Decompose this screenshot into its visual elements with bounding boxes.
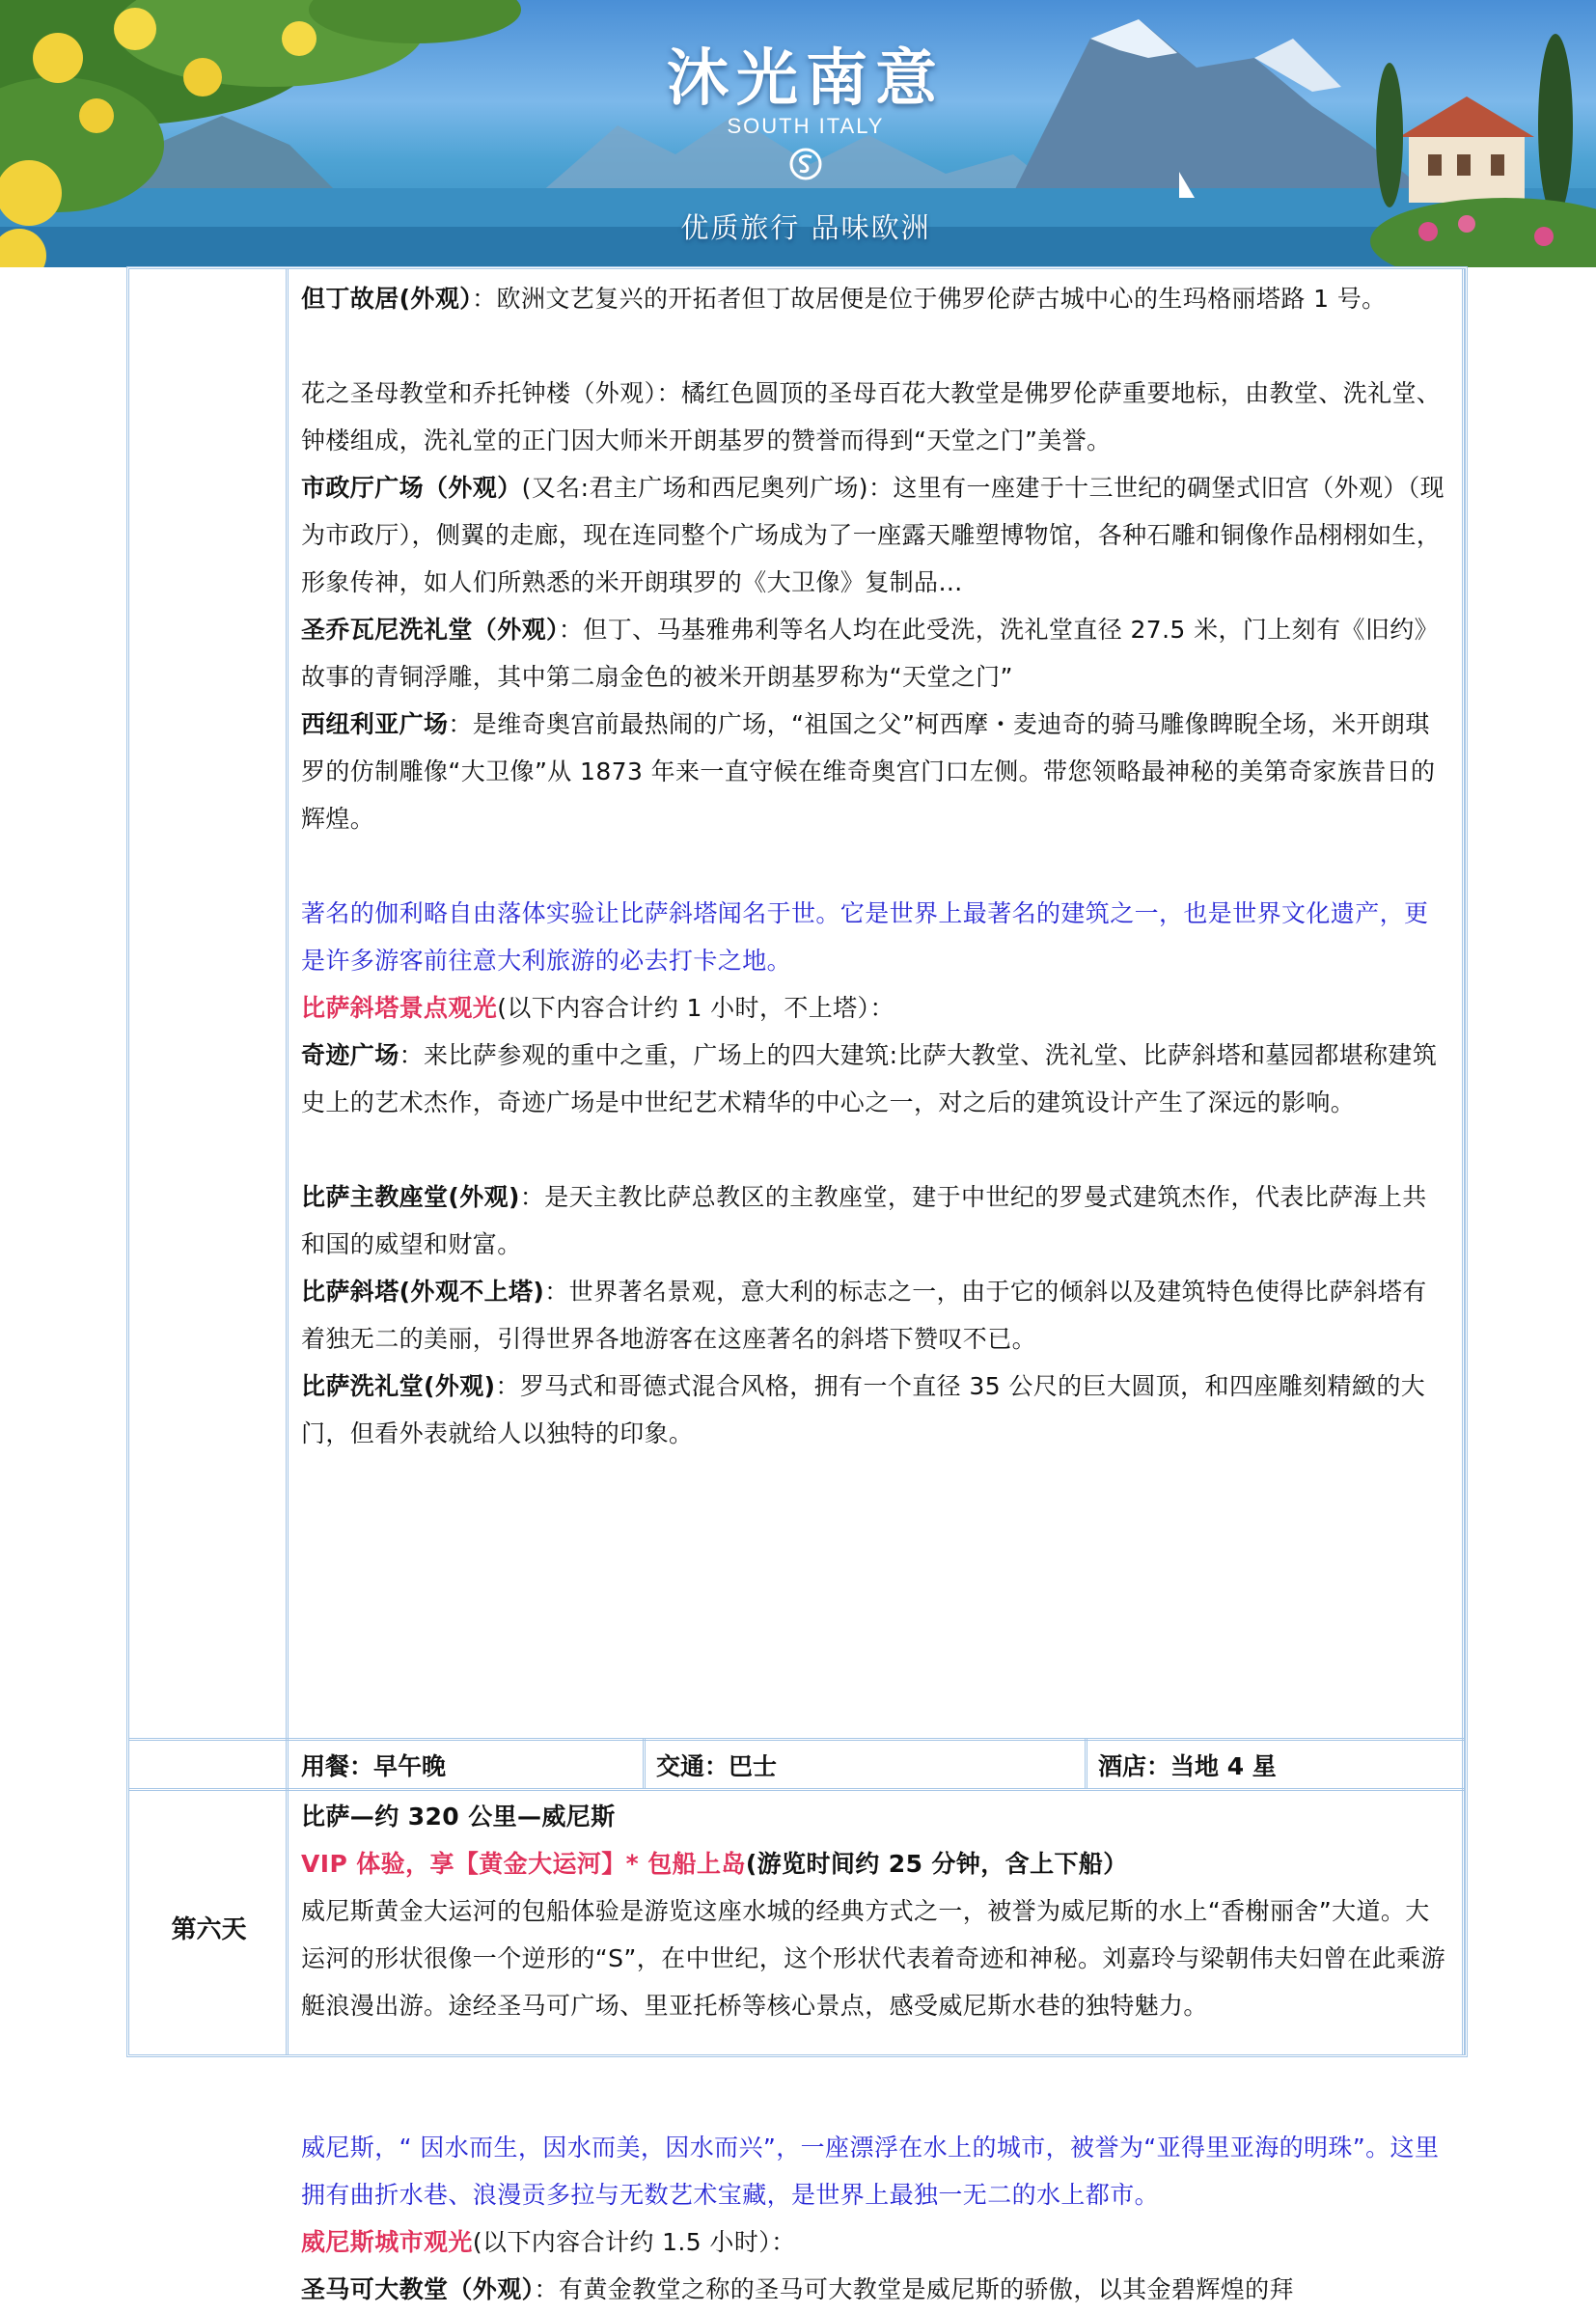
header-banner — [0, 0, 1596, 267]
paragraph-pisa-cathedral — [301, 1173, 1451, 1268]
paragraph-duomo — [301, 370, 1451, 464]
pisa-tour-title: 比萨斜塔景点观光 — [301, 994, 498, 1022]
paragraph-dante-house — [301, 275, 1451, 322]
day-six-route — [301, 1793, 1451, 1840]
paragraph-leaning-tower — [301, 1268, 1451, 1363]
san-marco-text: ：有黄金教堂之称的圣马可大教堂是威尼斯的骄傲，以其金碧辉煌的拜 — [534, 2275, 1294, 2303]
paragraph-pisa-intro — [301, 890, 1451, 984]
table-divider — [643, 1738, 646, 1788]
table-divider — [1462, 269, 1465, 2054]
baptistery-text: ：但丁、马基雅弗利等名人均在此受洗，洗礼堂直径 27.5 米，门上刻有《旧约》故事的青铜浮雕，其中第二扇金色的被米开朗基罗称为“天堂之门” — [301, 616, 1440, 691]
grand-canal-text: 威尼斯黄金大运河的包船体验是游览这座水城的经典方式之一，被誉为威尼斯的水上“香榭丽舍”大道。大运河的形状很像一个逆形的“S”，在中世纪，这个形状代表着奇迹和神秘。刘嘉玲与梁朝伟夫妇曾在此乘游艇浪漫出游。途经圣马可广场、里亚托桥等核心景点，感受威尼斯水巷的独特魅力。 — [301, 1897, 1445, 2020]
pisa-cathedral-title: 比萨主教座堂(外观) — [301, 1183, 520, 1211]
pisa-tour-note: (以下内容合计约 1 小时，不上塔）： — [497, 994, 894, 1022]
route-text: 比萨—约 320 公里—威尼斯 — [301, 1803, 616, 1831]
table-divider — [286, 269, 289, 2054]
meals-info: 用餐：早午晚 — [301, 1752, 447, 1780]
banner-subtitle: SOUTH ITALY — [727, 114, 885, 138]
miracoli-text: ：来比萨参观的重中之重，广场上的四大建筑:比萨大教堂、洗礼堂、比萨斜塔和墓园都堪称建筑史上的艺术杰作，奇迹广场是中世纪艺术精华的中心之一，对之后的建筑设计产生了深远的影响。 — [301, 1041, 1438, 1116]
vip-canal-note: (游览时间约 25 分钟，含上下船） — [745, 1850, 1128, 1878]
san-marco-title: 圣马可大教堂（外观） — [301, 2275, 535, 2303]
table-divider — [129, 1738, 1465, 1741]
duomo-text: 花之圣母教堂和乔托钟楼（外观）：橘红色圆顶的圣母百花大教堂是佛罗伦萨重要地标，由教堂、洗礼堂、钟楼组成，洗礼堂的正门因大师米开朗基罗的赞誉而得到“天堂之门”美誉。 — [301, 379, 1442, 454]
banner-title: 沐光南意 — [667, 43, 945, 115]
westnoria-title: 西纽利亚广场 — [301, 710, 449, 738]
table-divider — [1085, 1738, 1087, 1788]
paragraph-signoria-square — [301, 464, 1451, 606]
pisa-intro-text: 著名的伽利略自由落体实验让比萨斜塔闻名于世。它是世界上最著名的建筑之一，也是世界文化遗产，更是许多游客前往意大利旅游的必去打卡之地。 — [301, 899, 1429, 975]
pisa-cathedral-text: ：是天主教比萨总教区的主教座堂，建于中世纪的罗曼式建筑杰作，代表比萨海上共和国的威望和财富。 — [301, 1183, 1427, 1258]
paragraph-grand-canal — [301, 1887, 1451, 2029]
banner-tagline: 优质旅行 品味欧洲 — [680, 211, 931, 244]
paragraph-san-marco — [301, 2266, 1451, 2313]
transport-info: 交通：巴士 — [656, 1752, 778, 1780]
leaning-tower-text: ：世界著名景观，意大利的标志之一，由于它的倾斜以及建筑特色使得比萨斜塔有着独无二的美丽，引得世界各地游客在这座著名的斜塔下赞叹不已。 — [301, 1278, 1427, 1353]
dante-house-title: 但丁故居(外观） — [301, 285, 473, 313]
hotel-info: 酒店：当地 4 星 — [1098, 1752, 1277, 1780]
baptistery-title: 圣乔瓦尼洗礼堂（外观） — [301, 616, 559, 644]
venice-tour-note: (以下内容合计约 1.5 小时）： — [472, 2228, 796, 2256]
paragraph-venice-tour — [301, 2218, 1451, 2266]
leaning-tower-title: 比萨斜塔(外观不上塔) — [301, 1278, 545, 1306]
paragraph-baptistery — [301, 606, 1451, 701]
paragraph-vip-canal — [301, 1840, 1451, 1887]
brand-logo-icon — [788, 147, 823, 181]
paragraph-westnoria-square — [301, 701, 1451, 842]
miracoli-title: 奇迹广场 — [301, 1041, 399, 1069]
westnoria-text: ：是维奇奥宫前最热闹的广场，“祖国之父”柯西摩・麦迪奇的骑马雕像睥睨全场，米开朗琪罗的仿制雕像“大卫像”从 1873 年来一直守候在维奇奥宫门口左侧。带您领略最神秘的美第奇家族昔日的辉煌。 — [301, 710, 1436, 833]
paragraph-venice-intro — [301, 2124, 1451, 2218]
pisa-baptistery-text: ：罗马式和哥德式混合风格，拥有一个直径 35 公尺的巨大圆顶，和四座雕刻精緻的大门，但看外表就给人以独特的印象。 — [301, 1372, 1426, 1447]
venice-intro-text: 威尼斯，“ 因水而生，因水而美，因水而兴”，一座漂浮在水上的城市，被誉为“亚得里亚海的明珠”。这里拥有曲折水巷、浪漫贡多拉与无数艺术宝藏，是世界上最独一无二的水上都市。 — [301, 2134, 1440, 2209]
banner-brand — [598, 0, 1013, 267]
venice-tour-title: 威尼斯城市观光 — [301, 2228, 473, 2256]
signoria-title: 市政厅广场（外观） — [301, 474, 522, 502]
pisa-baptistery-title: 比萨洗礼堂(外观) — [301, 1372, 496, 1400]
paragraph-miracoli — [301, 1032, 1451, 1126]
vip-canal-title: VIP 体验，享【黄金大运河】* 包船上岛 — [301, 1850, 746, 1878]
table-divider — [129, 1788, 1465, 1791]
signoria-text: (又名:君主广场和西尼奥列广场)：这里有一座建于十三世纪的碉堡式旧宫（外观）（现为市政厅），侧翼的走廊，现在连同整个广场成为了一座露天雕塑博物馆，各种石雕和铜像作品栩栩如生，形象传神，如人们所熟悉的米开朗琪罗的《大卫像》复制品… — [301, 474, 1445, 596]
dante-house-text: ：欧洲文艺复兴的开拓者但丁故居便是位于佛罗伦萨古城中心的生玛格丽塔路 1 号。 — [472, 285, 1387, 313]
paragraph-pisa-tour — [301, 984, 1451, 1032]
paragraph-pisa-baptistery — [301, 1363, 1451, 1457]
itinerary-table — [126, 266, 1468, 2303]
day-six-label: 第六天 — [171, 1914, 247, 1944]
